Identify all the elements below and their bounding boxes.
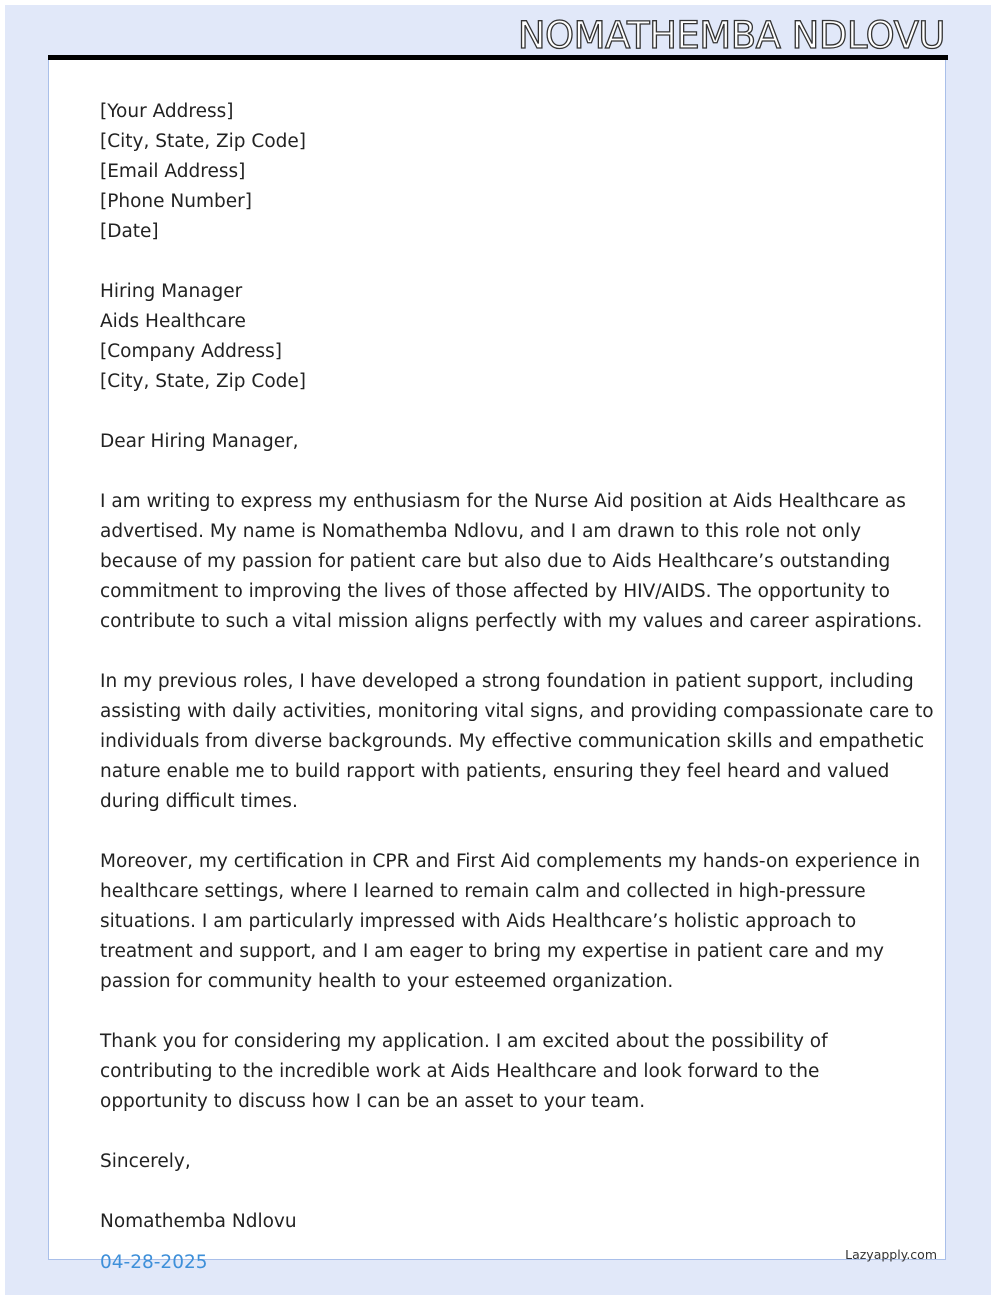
paragraph-3 [100,847,921,997]
paragraph-line: opportunity to discuss how I can be an asset to your team. [100,1091,646,1112]
paragraph-line: situations. I am particularly impressed with Aids Healthcare’s holistic approach to [100,911,857,932]
spacer [100,397,900,427]
sender-phone: [Phone Number] [100,191,252,212]
watermark: Lazyapply.com [845,1247,937,1262]
salutation: Dear Hiring Manager, [100,431,299,452]
sender-email: [Email Address] [100,161,246,182]
spacer [100,1117,900,1147]
paragraph-2 [100,667,934,817]
paragraph-line: passion for community health to your esteemed organization. [100,971,674,992]
paragraph-line: Moreover, my certification in CPR and First Aid complements my hands-on experience in [100,851,921,872]
paragraph-line: individuals from diverse backgrounds. My effective communication skills and empathetic [100,731,925,752]
paragraph-line: contribute to such a vital mission aligns perfectly with my values and career aspirations. [100,611,923,632]
paragraph-line: during difficult times. [100,791,298,812]
header-name: NOMATHEMBA NDLOVU [517,14,945,57]
recipient-title: Hiring Manager [100,281,243,302]
paragraph-1 [100,487,923,637]
paragraph-line: advertised. My name is Nomathemba Ndlovu, and I am drawn to this role not only [100,521,862,542]
spacer [100,817,900,847]
spacer [100,247,900,277]
paragraph-line: Thank you for considering my application. I am excited about the possibility of [100,1031,828,1052]
paragraph-line: commitment to improving the lives of those affected by HIV/AIDS. The opportunity to [100,581,890,602]
paragraph-line: I am writing to express my enthusiasm for the Nurse Aid position at Aids Healthcare as [100,491,906,512]
recipient-block [100,277,900,397]
paragraph-4 [100,1027,900,1117]
spacer [100,1177,900,1207]
spacer [100,997,900,1027]
sender-city-state-zip: [City, State, Zip Code] [100,131,306,152]
paragraph-line: assisting with daily activities, monitoring vital signs, and providing compassionate care to [100,701,934,722]
sender-block [100,97,900,247]
paragraph-line: In my previous roles, I have developed a strong foundation in patient support, including [100,671,914,692]
paragraph-line: contributing to the incredible work at Aids Healthcare and look forward to the [100,1061,820,1082]
paragraph-line: healthcare settings, where I learned to remain calm and collected in high-pressure [100,881,866,902]
signature-name: Nomathemba Ndlovu [100,1211,297,1232]
letter-body [100,97,934,1237]
spacer [100,457,900,487]
paragraph-line: treatment and support, and I am eager to bring my expertise in patient care and my [100,941,885,962]
recipient-company: Aids Healthcare [100,311,246,332]
paragraph-line: nature enable me to build rapport with patients, ensuring they feel heard and valued [100,761,890,782]
sender-date: [Date] [100,221,159,242]
recipient-address: [Company Address] [100,341,283,362]
spacer [100,637,900,667]
footer-date: 04-28-2025 [100,1252,208,1273]
recipient-city-state-zip: [City, State, Zip Code] [100,371,306,392]
closing: Sincerely, [100,1151,191,1172]
sender-address: [Your Address] [100,101,234,122]
paragraph-line: because of my passion for patient care but also due to Aids Healthcare’s outstanding [100,551,891,572]
